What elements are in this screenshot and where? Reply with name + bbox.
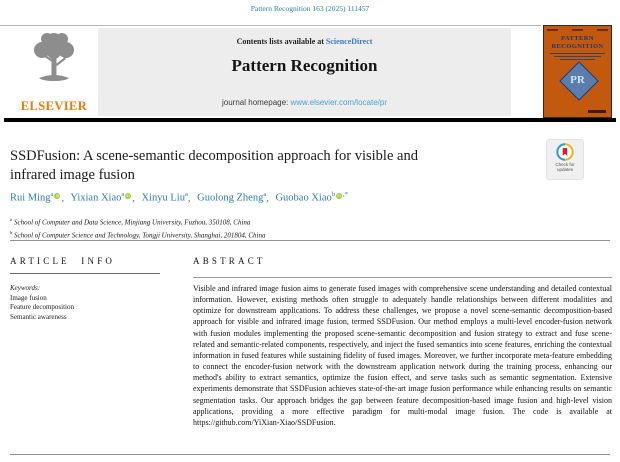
- orcid-icon[interactable]: iD: [55, 193, 60, 198]
- keyword-item: Image fusion: [10, 294, 47, 302]
- cover-subtext-line: [550, 53, 605, 54]
- cover-title: PATTERN RECOGNITION: [551, 35, 604, 50]
- header-thick-rule: [4, 118, 616, 122]
- journal-citation: Pattern Recognition 163 (2025) 111457: [250, 4, 370, 13]
- article-title-line2: infrared image fusion: [10, 167, 135, 183]
- homepage-line: [98, 98, 511, 107]
- author-separator: ,: [187, 192, 191, 204]
- author-block-divider: [10, 240, 610, 241]
- elsevier-logo: [10, 29, 98, 116]
- author-name[interactable]: Rui Ming: [10, 192, 51, 204]
- abstract-text: Visible and infrared image fusion aims to generate fused images with comprehensive scene understanding and detailed contextual information. However, existing methods often struggle to adequately handle relationships between different modalities and optimize for downstream applications. To address these challenges, we propose a novel scene-semantic decomposition-based approach for visible and infrared image fusion, termed SSDFusion. Our method employs a multi-level encoder-fusion network with fusion modules implementing the proposed scene-semantic decomposition and fusion strategy to extract and fuse scene-related and semantic-related components, respectively, and inject the fused semantics into scene features, enriching the contextual information in fused features while sustaining fidelity of fused images. Moreover, we further incorporate meta-feature embedding to connect the encoder-fusion network with the downstream application network during the training process, enhancing our method's ability to extract semantics, optimize the fusion effect, and serve tasks such as semantic segmentation. Extensive experiments demonstrate that SSDFusion achieves state-of-the-art image fusion performance while enhancing results on semantic segmentation tasks. Our approach bridges the gap between feature decomposition-based image fusion and high-level vision applications, providing a more effective paradigm for multi-modal image fusion. The code is available at https://github.com/YiXian-Xiao/SSDFusion.: [193, 284, 612, 427]
- author-affil-sup: a: [50, 191, 54, 198]
- journal-title: Pattern Recognition: [231, 56, 378, 75]
- abstract-rule: [193, 277, 612, 278]
- cover-subtext-line: [560, 59, 595, 60]
- check-updates-label: Check for updates: [555, 162, 575, 172]
- abstract-heading: ABSTRACT: [193, 256, 266, 266]
- contents-prefix: Contents lists available at: [236, 37, 326, 46]
- cover-subtext-line: [554, 56, 601, 57]
- homepage-link[interactable]: www.elsevier.com/locate/pr: [290, 98, 387, 107]
- affiliations: [10, 215, 265, 241]
- journal-banner: [98, 28, 511, 116]
- contents-line: [98, 37, 511, 46]
- article-info-rule: [10, 273, 160, 274]
- cover-pr-monogram: PR: [570, 74, 585, 86]
- article-info-heading: ARTICLE INFO: [10, 256, 116, 266]
- page-bottom-divider: [10, 454, 610, 455]
- keyword-item: Semantic awareness: [10, 312, 67, 321]
- journal-cover-thumbnail: [543, 25, 612, 118]
- author-name[interactable]: Guobao Xiao: [275, 192, 332, 204]
- sciencedirect-link[interactable]: ScienceDirect: [325, 37, 373, 46]
- header-divider: [0, 25, 541, 26]
- author-separator: ,: [266, 192, 269, 204]
- author-affil-sup: a: [184, 191, 188, 198]
- keywords-list: [10, 294, 74, 322]
- author-name[interactable]: Yixian Xiao: [70, 192, 122, 204]
- affiliation-line: $^a$ School of Computer and Data Science, Minjiang University, Fuzhou, 350108, China: [10, 217, 251, 227]
- check-updates-icon: [555, 142, 575, 162]
- article-title-line1: SSDFusion: A scene-semantic decomposition approach for visible and: [10, 148, 418, 164]
- author-separator: ,: [61, 192, 65, 204]
- check-for-updates-badge[interactable]: [546, 139, 584, 180]
- author-affil-sup: a: [263, 191, 267, 198]
- elsevier-wordmark: ELSEVIER: [20, 99, 88, 113]
- affiliation-line: $^b$ School of Computer Science and Technology, Tongji University, Shanghai, 201804, China: [10, 229, 266, 240]
- cover-bottom-text: [588, 110, 606, 113]
- author-separator: ,: [132, 192, 135, 204]
- author-affil-sup: a: [121, 191, 125, 198]
- author-list: [10, 191, 348, 204]
- keyword-item: Feature decomposition: [10, 303, 74, 312]
- orcid-icon[interactable]: iD: [126, 193, 130, 198]
- article-title: [10, 147, 535, 185]
- elsevier-tree-icon: [25, 30, 83, 92]
- orcid-icon[interactable]: iD: [337, 193, 341, 198]
- author-affil-sup: b: [331, 191, 335, 198]
- keywords-label: Keywords:: [10, 284, 41, 292]
- homepage-prefix: journal homepage:: [222, 98, 291, 107]
- author-name[interactable]: Xinyu Liu: [141, 192, 185, 204]
- cover-masthead-text: [547, 29, 608, 31]
- corresponding-author-mark: ,*: [343, 191, 348, 198]
- author-name[interactable]: Guolong Zheng: [197, 192, 264, 204]
